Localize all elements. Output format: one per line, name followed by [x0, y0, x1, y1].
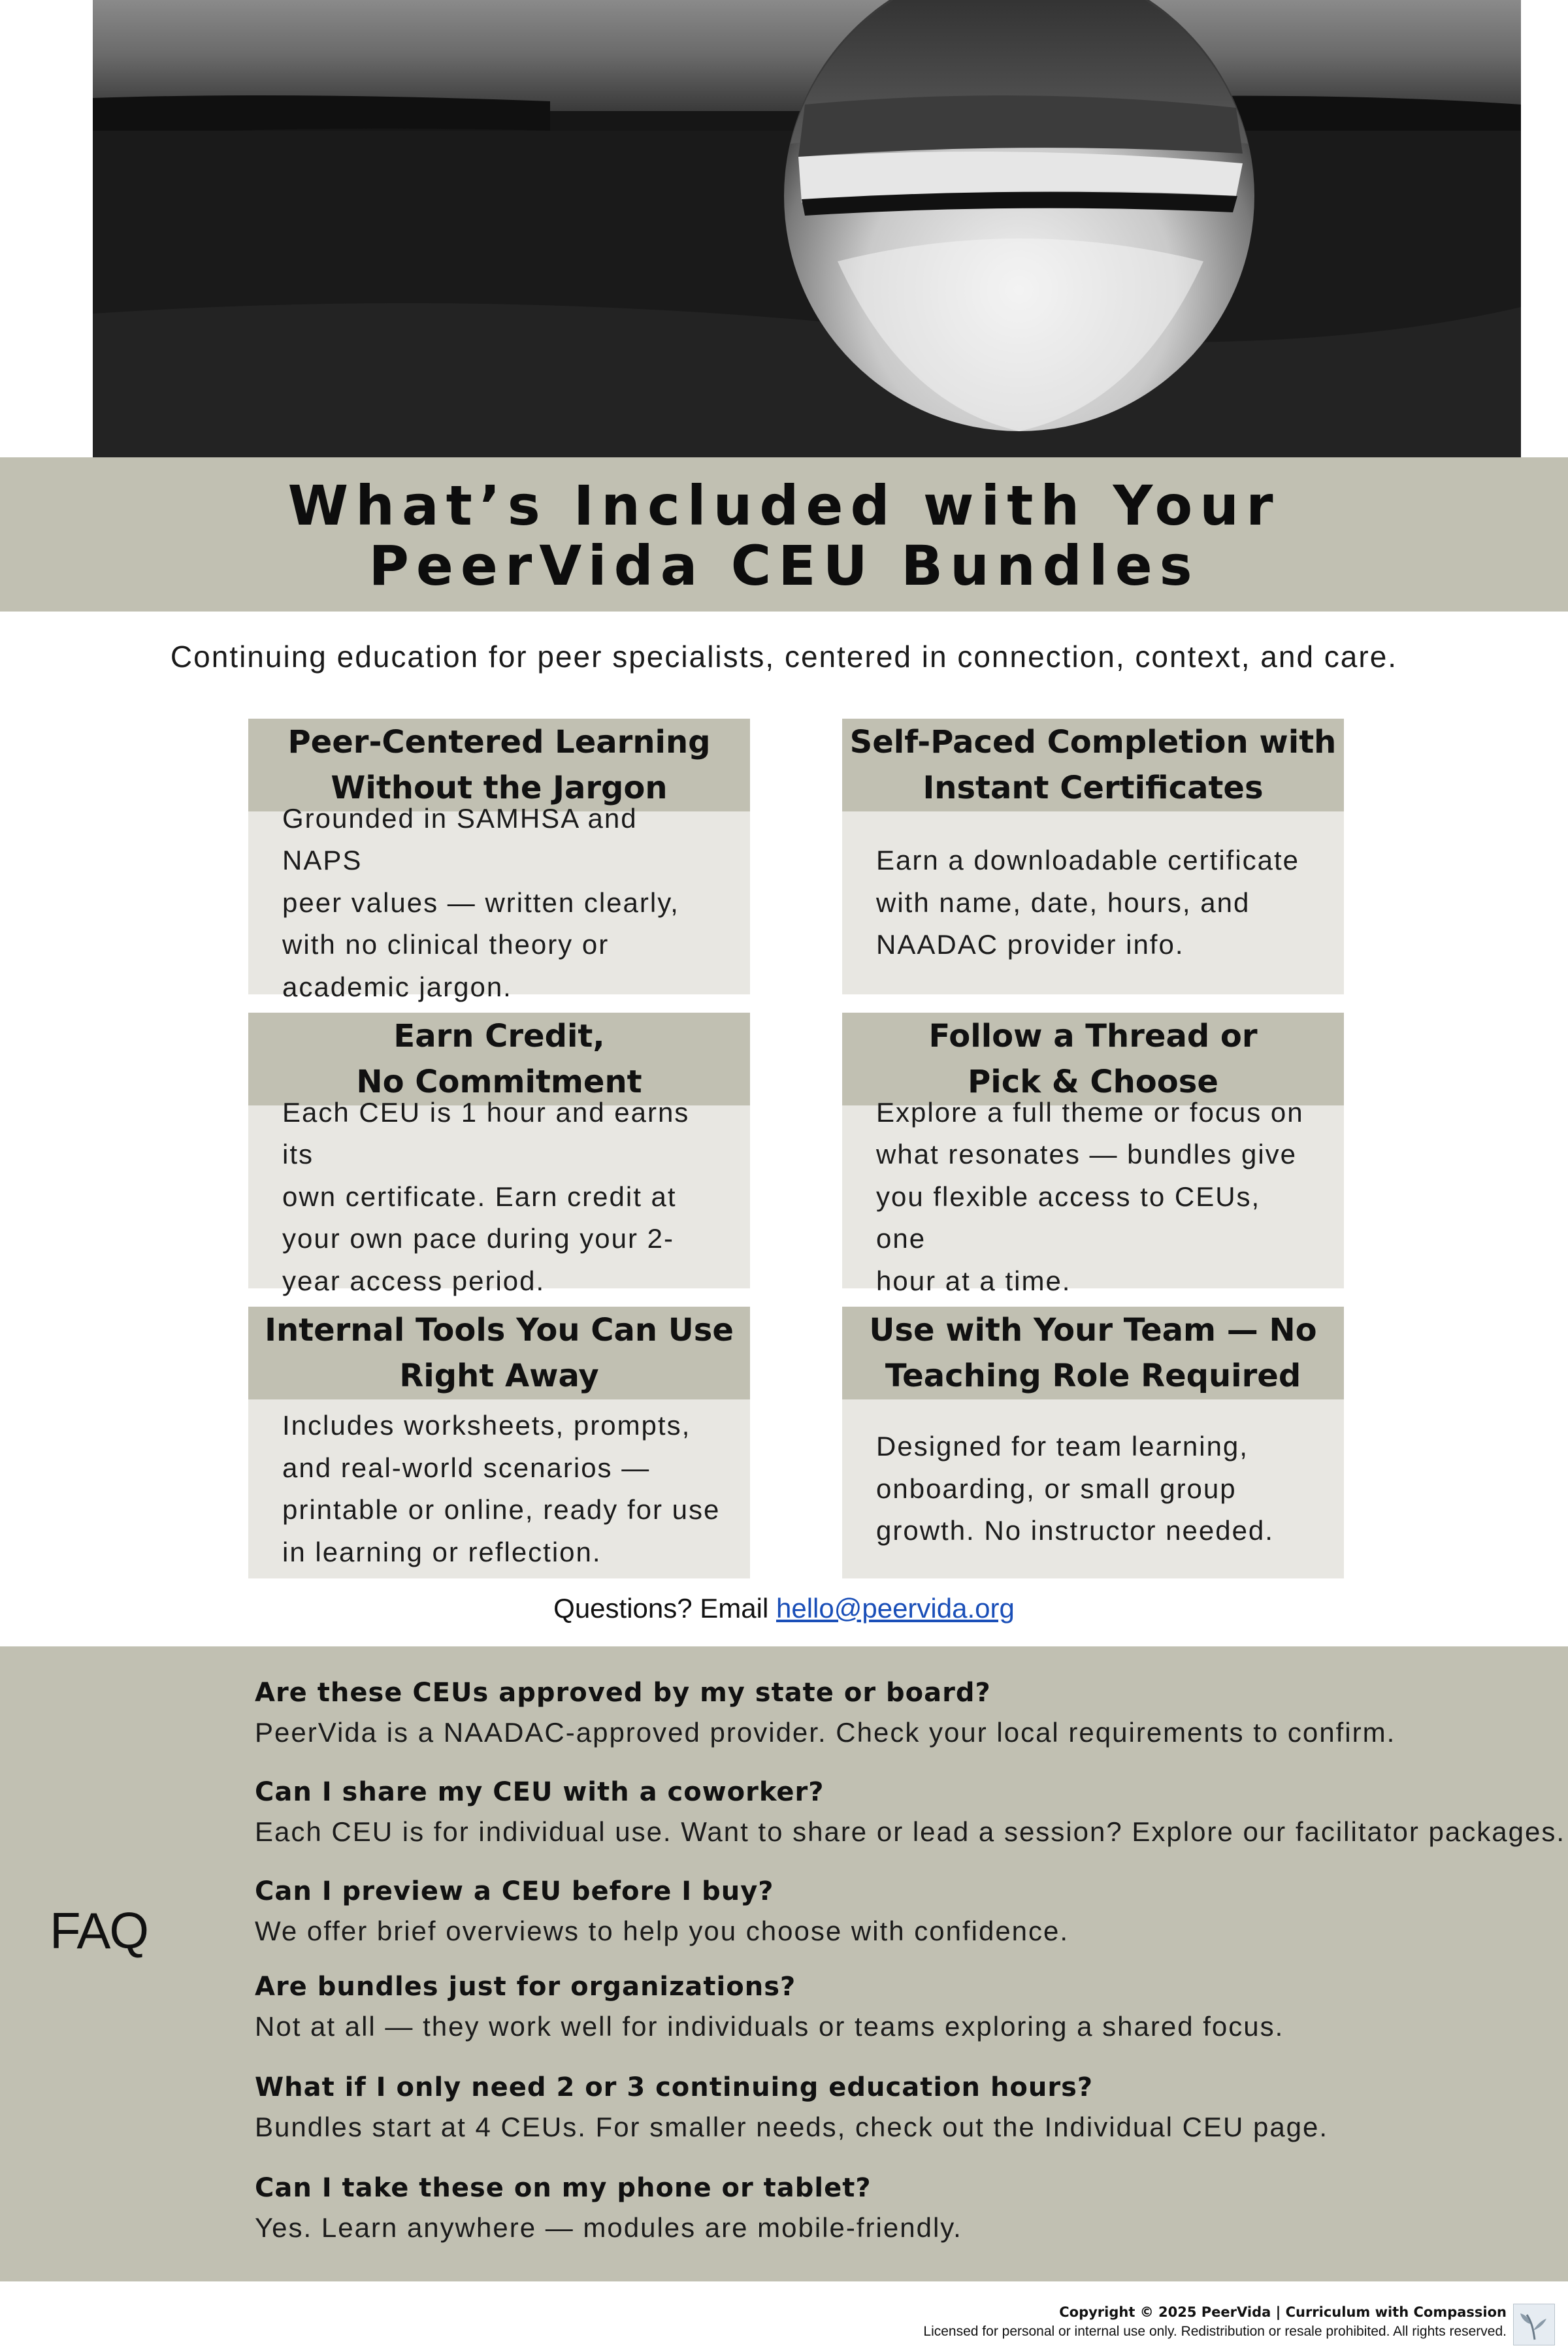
- faq-question: Can I share my CEU with a coworker?: [255, 1777, 825, 1807]
- card-body-line: in learning or reflection.: [282, 1536, 602, 1567]
- faq-item: [255, 1872, 1561, 1952]
- card-body-line: Earn a downloadable certificate: [876, 845, 1300, 876]
- card-body-line: hour at a time.: [876, 1265, 1071, 1296]
- crystal-ball-photo: [93, 0, 1521, 457]
- contact-line: [0, 1593, 1568, 1624]
- faq-item: [255, 2169, 1561, 2249]
- card-body-line: academic jargon.: [282, 971, 512, 1002]
- faq-item: [255, 1968, 1561, 2048]
- card-heading-line: Right Away: [399, 1358, 599, 1394]
- card-body: [842, 1096, 1344, 1296]
- card-heading-line: Self-Paced Completion with: [849, 724, 1337, 760]
- card-heading: [842, 1307, 1344, 1399]
- card-heading-line: Earn Credit,: [393, 1018, 605, 1054]
- feature-card: [842, 719, 1344, 994]
- card-heading: [842, 719, 1344, 811]
- faq-question: Can I preview a CEU before I buy?: [255, 1876, 774, 1906]
- faq-answer: Yes. Learn anywhere — modules are mobile-friendly.: [255, 2212, 962, 2243]
- faq-question: What if I only need 2 or 3 continuing education hours?: [255, 2072, 1094, 2102]
- footer: [923, 2302, 1507, 2342]
- page-title-line-2: PeerVida CEU Bundles: [368, 534, 1200, 598]
- feature-card: [248, 1013, 750, 1296]
- card-heading-line: No Commitment: [356, 1064, 642, 1100]
- feature-card: [248, 1307, 750, 1578]
- subtitle: Continuing education for peer specialists, centered in connection, context, and care.: [170, 640, 1398, 674]
- faq-answer: PeerVida is a NAADAC-approved provider. Check your local requirements to confirm.: [255, 1717, 1396, 1748]
- faq-answer: Each CEU is for individual use. Want to share or lead a session? Explore our facilitator packages.: [255, 1816, 1566, 1847]
- card-body-line: Explore a full theme or focus on: [876, 1096, 1304, 1128]
- faq-question: Are these CEUs approved by my state or board?: [255, 1678, 991, 1708]
- title-band: [0, 457, 1568, 612]
- peervida-logo: [1513, 2304, 1555, 2345]
- card-heading-line: Peer-Centered Learning: [287, 724, 711, 760]
- faq-question: Are bundles just for organizations?: [255, 1972, 796, 2002]
- faq-item: [255, 1773, 1566, 1853]
- card-heading-line: Use with Your Team — No: [869, 1312, 1317, 1348]
- faq-label: FAQ: [50, 1902, 148, 1959]
- faq-answer: Bundles start at 4 CEUs. For smaller needs, check out the Individual CEU page.: [255, 2112, 1329, 2142]
- card-body-line: growth. No instructor needed.: [876, 1515, 1274, 1546]
- card-body-line: peer values — written clearly,: [282, 887, 679, 918]
- card-body-line: Designed for team learning,: [876, 1431, 1249, 1462]
- card-body-line: onboarding, or small group: [876, 1473, 1237, 1504]
- hero-image: [93, 0, 1521, 457]
- card-heading-line: Without the Jargon: [331, 770, 668, 806]
- contact-prefix: Questions? Email: [553, 1593, 776, 1624]
- license-text: Licensed for personal or internal use only. Redistribution or resale prohibited. All rights reserved.: [923, 2324, 1507, 2339]
- card-body: [248, 1096, 750, 1296]
- card-heading-line: Teaching Role Required: [885, 1358, 1301, 1394]
- card-heading-line: Pick & Choose: [968, 1064, 1218, 1100]
- card-body-line: own certificate. Earn credit at: [282, 1181, 677, 1212]
- card-body-line: your own pace during your 2-: [282, 1223, 674, 1254]
- card-body-line: year access period.: [282, 1265, 546, 1296]
- copyright-text: Copyright © 2025 PeerVida | Curriculum with Compassion: [1059, 2304, 1507, 2320]
- card-body: [248, 802, 750, 1002]
- card-body-line: with name, date, hours, and: [876, 887, 1250, 918]
- faq-answer: We offer brief overviews to help you choose with confidence.: [255, 1916, 1070, 1946]
- card-body-line: printable or online, ready for use: [282, 1494, 721, 1525]
- card-body: [842, 1399, 1344, 1578]
- feature-card: [842, 1013, 1344, 1296]
- card-body: [842, 811, 1344, 994]
- card-body-line: Each CEU is 1 hour and earns its: [282, 1096, 690, 1170]
- card-body: [248, 1399, 750, 1578]
- card-heading-line: Internal Tools You Can Use: [265, 1312, 734, 1348]
- card-body-line: you flexible access to CEUs, one: [876, 1181, 1261, 1254]
- leaf-icon: [1514, 2304, 1554, 2345]
- card-body-line: what resonates — bundles give: [876, 1139, 1298, 1170]
- card-heading: [248, 1307, 750, 1399]
- card-body-line: Includes worksheets, prompts,: [282, 1410, 691, 1441]
- card-heading-line: Instant Certificates: [923, 770, 1264, 806]
- card-body-line: NAADAC provider info.: [876, 929, 1184, 960]
- feature-card: [248, 719, 750, 1002]
- card-body-line: and real-world scenarios —: [282, 1452, 651, 1483]
- faq-item: [255, 1674, 1561, 1754]
- faq-question: Can I take these on my phone or tablet?: [255, 2173, 872, 2203]
- faq-answer: Not at all — they work well for individuals or teams exploring a shared focus.: [255, 2011, 1284, 2042]
- faq-item: [255, 2068, 1561, 2148]
- feature-card: [842, 1307, 1344, 1578]
- email-link[interactable]: hello@peervida.org: [776, 1593, 1015, 1624]
- card-body-line: Grounded in SAMHSA and NAPS: [282, 802, 638, 876]
- page-title-line-1: What’s Included with Your: [287, 474, 1281, 538]
- card-heading-line: Follow a Thread or: [928, 1018, 1258, 1054]
- card-body-line: with no clinical theory or: [282, 929, 610, 960]
